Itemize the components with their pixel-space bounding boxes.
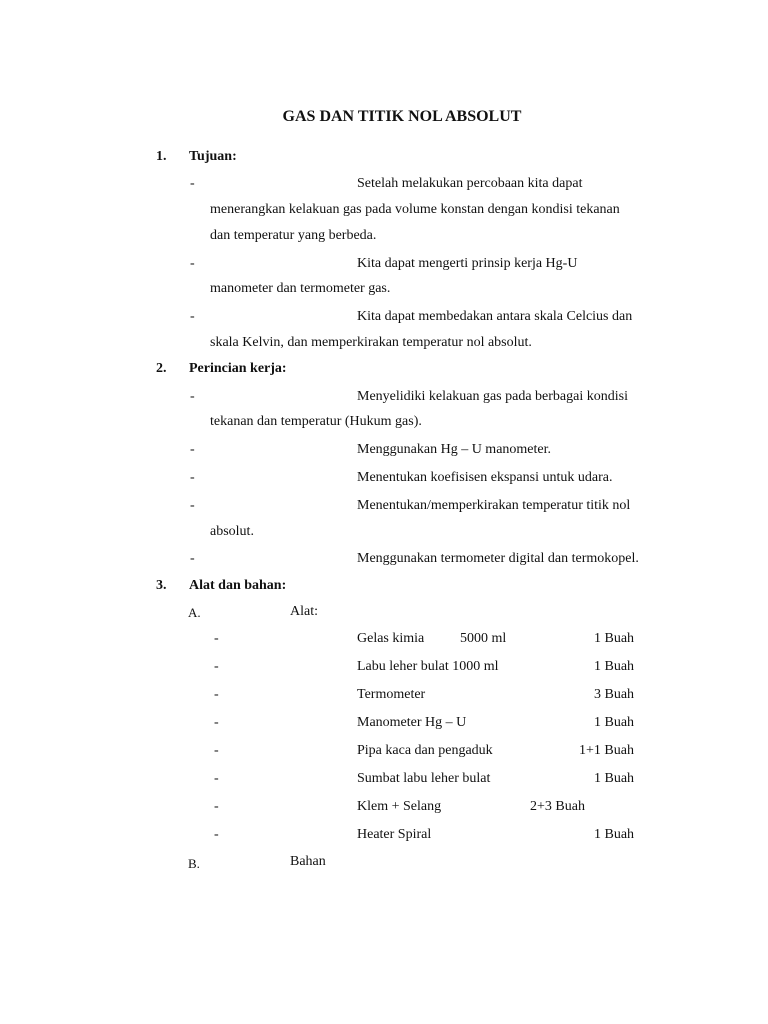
list-item-text: Kita dapat membedakan antara skala Celcius dan bbox=[357, 309, 633, 324]
list-dash: - bbox=[190, 470, 195, 485]
list-dash: - bbox=[190, 256, 195, 271]
equipment-quantity: 1+1 Buah bbox=[579, 743, 634, 758]
equipment-name: Gelas kimia bbox=[357, 631, 425, 646]
list-dash: - bbox=[214, 771, 219, 786]
equipment-quantity: 2+3 Buah bbox=[530, 799, 585, 814]
equipment-quantity: 1 Buah bbox=[594, 631, 635, 646]
list-dash: - bbox=[214, 687, 219, 702]
equipment-name: Sumbat labu leher bulat bbox=[357, 771, 491, 786]
list-dash: - bbox=[214, 659, 219, 674]
equipment-quantity: 1 Buah bbox=[594, 771, 635, 786]
list-item-continuation: tekanan dan temperatur (Hukum gas). bbox=[210, 414, 422, 429]
list-item-text: Menentukan koefisisen ekspansi untuk udara. bbox=[357, 470, 613, 485]
list-dash: - bbox=[214, 827, 219, 842]
list-dash: - bbox=[190, 551, 195, 566]
equipment-quantity: 1 Buah bbox=[594, 827, 635, 842]
list-dash: - bbox=[190, 389, 195, 404]
list-dash: - bbox=[214, 631, 219, 646]
equipment-name: Pipa kaca dan pengaduk bbox=[357, 743, 493, 758]
list-item-continuation: skala Kelvin, dan memperkirakan temperatur nol absolut. bbox=[210, 335, 532, 350]
subsection-label: Alat: bbox=[290, 604, 318, 619]
list-item-text: Menggunakan Hg – U manometer. bbox=[357, 442, 552, 457]
section-number: 2. bbox=[156, 361, 167, 376]
section-heading: Perincian kerja: bbox=[189, 361, 287, 376]
equipment-name: Termometer bbox=[357, 687, 426, 702]
equipment-spec: 5000 ml bbox=[460, 631, 507, 646]
equipment-quantity: 1 Buah bbox=[594, 659, 635, 674]
list-item-text: Menentukan/memperkirakan temperatur titik nol bbox=[357, 498, 631, 513]
section-number: 3. bbox=[156, 578, 167, 593]
subsection-letter: B. bbox=[188, 856, 200, 871]
equipment-quantity: 1 Buah bbox=[594, 715, 635, 730]
section-number: 1. bbox=[156, 149, 167, 164]
section-heading: Alat dan bahan: bbox=[189, 578, 287, 593]
list-dash: - bbox=[190, 176, 195, 191]
list-item-continuation: dan temperatur yang berbeda. bbox=[210, 228, 377, 243]
subsection-label: Bahan bbox=[290, 854, 326, 869]
list-item-text: Kita dapat mengerti prinsip kerja Hg-U bbox=[357, 256, 578, 271]
list-item-text: Setelah melakukan percobaan kita dapat bbox=[357, 176, 583, 191]
list-item-continuation: menerangkan kelakuan gas pada volume konstan dengan kondisi tekanan bbox=[210, 202, 620, 217]
list-item-text: Menggunakan termometer digital dan termokopel. bbox=[357, 551, 639, 566]
equipment-name: Labu leher bulat 1000 ml bbox=[357, 659, 499, 674]
list-item-text: Menyelidiki kelakuan gas pada berbagai kondisi bbox=[357, 389, 628, 404]
section-heading: Tujuan: bbox=[189, 149, 237, 164]
list-item-continuation: absolut. bbox=[210, 524, 254, 539]
list-dash: - bbox=[214, 799, 219, 814]
equipment-name: Heater Spiral bbox=[357, 827, 432, 842]
equipment-name: Manometer Hg – U bbox=[357, 715, 467, 730]
subsection-letter: A. bbox=[188, 605, 201, 620]
document-title: GAS DAN TITIK NOL ABSOLUT bbox=[282, 108, 522, 125]
list-dash: - bbox=[190, 309, 195, 324]
list-dash: - bbox=[190, 498, 195, 513]
equipment-name: Klem + Selang bbox=[357, 799, 442, 814]
list-dash: - bbox=[214, 743, 219, 758]
list-dash: - bbox=[214, 715, 219, 730]
list-item-continuation: manometer dan termometer gas. bbox=[210, 281, 391, 296]
equipment-quantity: 3 Buah bbox=[594, 687, 635, 702]
list-dash: - bbox=[190, 442, 195, 457]
